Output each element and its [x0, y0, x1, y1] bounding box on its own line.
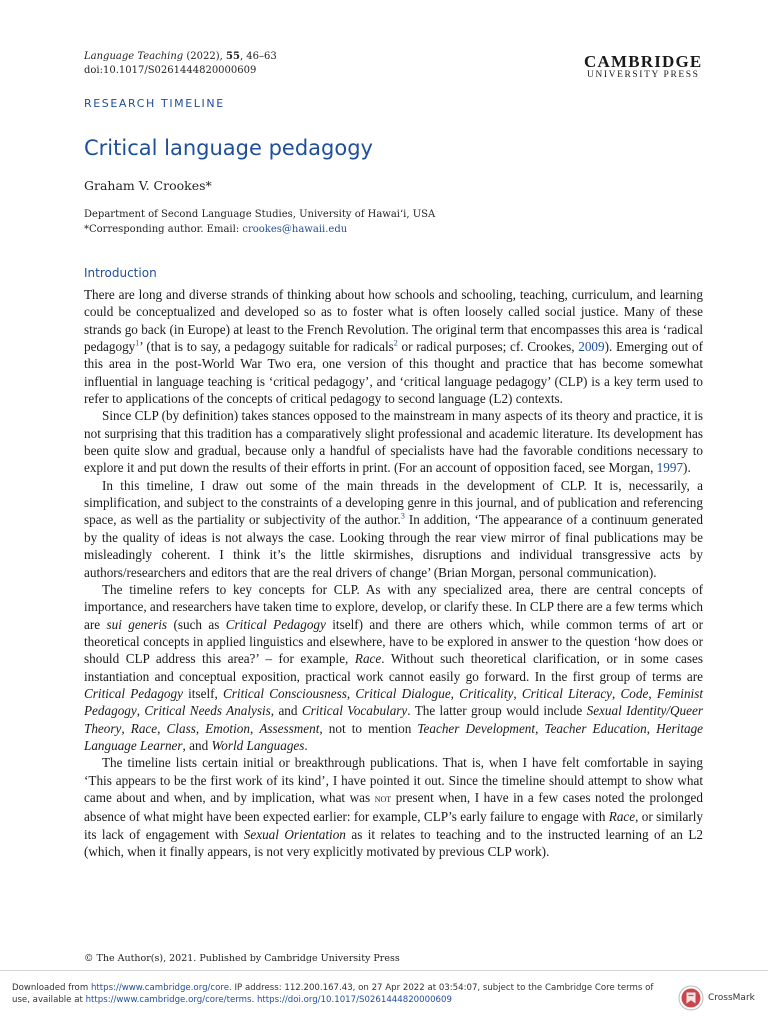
- affiliation: [84, 207, 435, 237]
- affiliation-dept: Department of Second Language Studies, University of Hawai‘i, USA: [84, 209, 436, 220]
- footer-divider: [0, 970, 768, 971]
- section-heading-introduction: Introduction: [84, 266, 157, 280]
- citation-link-crookes[interactable]: 2009: [578, 339, 605, 355]
- download-notice: Downloaded from https://www.cambridge.org/core. IP address: 112.200.167.43, on 27 Apr 2022 at 03:54:07, subject to the Cambridge Core terms of use, available at https://www.cambridge.org/core/terms. https://doi.org/10.1017/S0261444820000609: [12, 983, 654, 1005]
- journal-citation: [84, 50, 277, 78]
- author-name: Graham V. Crookes*: [84, 178, 212, 193]
- download-details: . IP address: 112.200.167.43, on 27 Apr 2022 at 03:54:07, subject to the Cambridge Core terms of use, available at: [12, 983, 654, 1005]
- footnote-ref-1[interactable]: 1: [135, 338, 140, 348]
- copyright-notice: © The Author(s), 2021. Published by Cambridge University Press: [84, 953, 400, 964]
- journal-pages: , 46–63: [239, 51, 277, 62]
- corresponding-label: *Corresponding author. Email:: [84, 224, 243, 235]
- doi: doi:10.1017/S0261444820000609: [84, 65, 257, 76]
- publisher-logo-line2: UNIVERSITY PRESS: [586, 70, 700, 80]
- journal-volume: 55: [226, 51, 240, 62]
- author-email-link[interactable]: crookes@hawaii.edu: [242, 224, 348, 235]
- journal-year: (2022),: [186, 51, 223, 62]
- terms-link[interactable]: https://www.cambridge.org/core/terms: [85, 995, 252, 1005]
- paragraph: Since CLP (by definition) takes stances opposed to the mainstream in many aspects of its theory and practice, it is not surprising that this tradition has a comparatively slight professional and academic literature. Its development has been quite slow and gradual, because only a handful of specialists have had the favorable conditions necessary to explore it and put down the results of their efforts in print. (For an account of opposition faced, see Morgan, 1997).: [84, 408, 703, 476]
- crossmark-badge[interactable]: [678, 985, 755, 1011]
- paragraph: The timeline lists certain initial or breakthrough publications. That is, when I have felt comfortable in saying ‘This appears to be the first work of its kind’, I have pointed it out. Since the timeline should attempt to show what came about and when, and by implication, what was not present when, I have in a few cases noted the prolonged absence of what might have been expected earlier: for example, CLP’s early failure to engage with Race, or similarly its lack of engagement with Sexual Orientation as it relates to teaching and to the instructed learning of an L2 (which, when it finally appears, is not very explicitly motivated by previous CLP work).: [84, 755, 703, 859]
- article-body: [84, 286, 703, 860]
- paragraph: There are long and diverse strands of thinking about how schools and schooling, teaching, curriculum, and learning could be conceptualized and developed so as to foster what is often loosely called social justice. Many of these strands go back (in Europe) at least to the French Revolution. The original term that encompasses this area is ‘radical pedagogy$^1$’ (that is to say, a pedagogy suitable for radicals$^2$ or radical purposes; cf. Crookes, 2009). Emerging out of this area in the post-World War Two era, one version of this thought and practice that has become somewhat influential in language teaching is ‘critical pedagogy’, and ‘critical language pedagogy’ (CLP) is a key term used to refer to applications of the concepts of critical pedagogy to second language (L2) contexts.: [84, 287, 703, 407]
- publisher-logo: [584, 53, 702, 81]
- doi-link[interactable]: https://doi.org/10.1017/S0261444820000609: [256, 995, 452, 1005]
- crossmark-label: CrossMark: [708, 993, 755, 1003]
- section-tag: RESEARCH TIMELINE: [84, 97, 225, 110]
- paragraph: In this timeline, I draw out some of the main threads in the development of CLP. It is, necessarily, a simplification, and subject to the constraints of a developing genre in this journal, and of publication and referencing space, as well as the partiality or subjectivity of the author.$^3$ In addition, ‘The appearance of a continuum generated by the quality of ideas is not always the case. Looking through the rear view mirror of final publications may be misleadingly coherent. I think it’s the little skirmishes, disruptions and individual transgressive acts by authors/researchers and editors that are the real drivers of change’ (Brian Morgan, personal communication).: [84, 477, 703, 580]
- footnote-ref-2[interactable]: 2: [393, 338, 398, 348]
- paragraph: The timeline refers to key concepts for CLP. As with any specialized area, there are central concepts of importance, and researchers have taken time to explore, develop, or clarify these. In CLP there are a few terms which are sui generis (such as Critical Pedagogy itself) and there are others which, while common terms of art or theoretical concepts in applied linguistics and elsewhere, have to be explored in answer to the question ‘how does or should CLP address this area?’ – for example, Race. Without such theoretical clarification, or in some cases instantiation and conceptual exposition, practical work cannot easily go forward. In the first group of terms are Critical Pedagogy itself, Critical Consciousness, Critical Dialogue, Criticality, Critical Literacy, Code, Feminist Pedagogy, Critical Needs Analysis, and Critical Vocabulary. The latter group would include Sexual Identity/Queer Theory, Race, Class, Emotion, Assessment, not to mention Teacher Development, Teacher Education, Heritage Language Learner, and World Languages.: [84, 581, 704, 753]
- citation-link-morgan[interactable]: 1997: [656, 460, 684, 476]
- downloaded-from-label: Downloaded from: [12, 983, 89, 993]
- article-title: Critical language pedagogy: [84, 136, 373, 160]
- publisher-logo-line1: CAMBRIDGE: [584, 52, 703, 71]
- crossmark-icon: [678, 985, 704, 1011]
- journal-name: Language Teaching: [84, 51, 184, 62]
- footnote-ref-3[interactable]: 3: [400, 512, 405, 522]
- core-link[interactable]: https://www.cambridge.org/core: [90, 983, 230, 993]
